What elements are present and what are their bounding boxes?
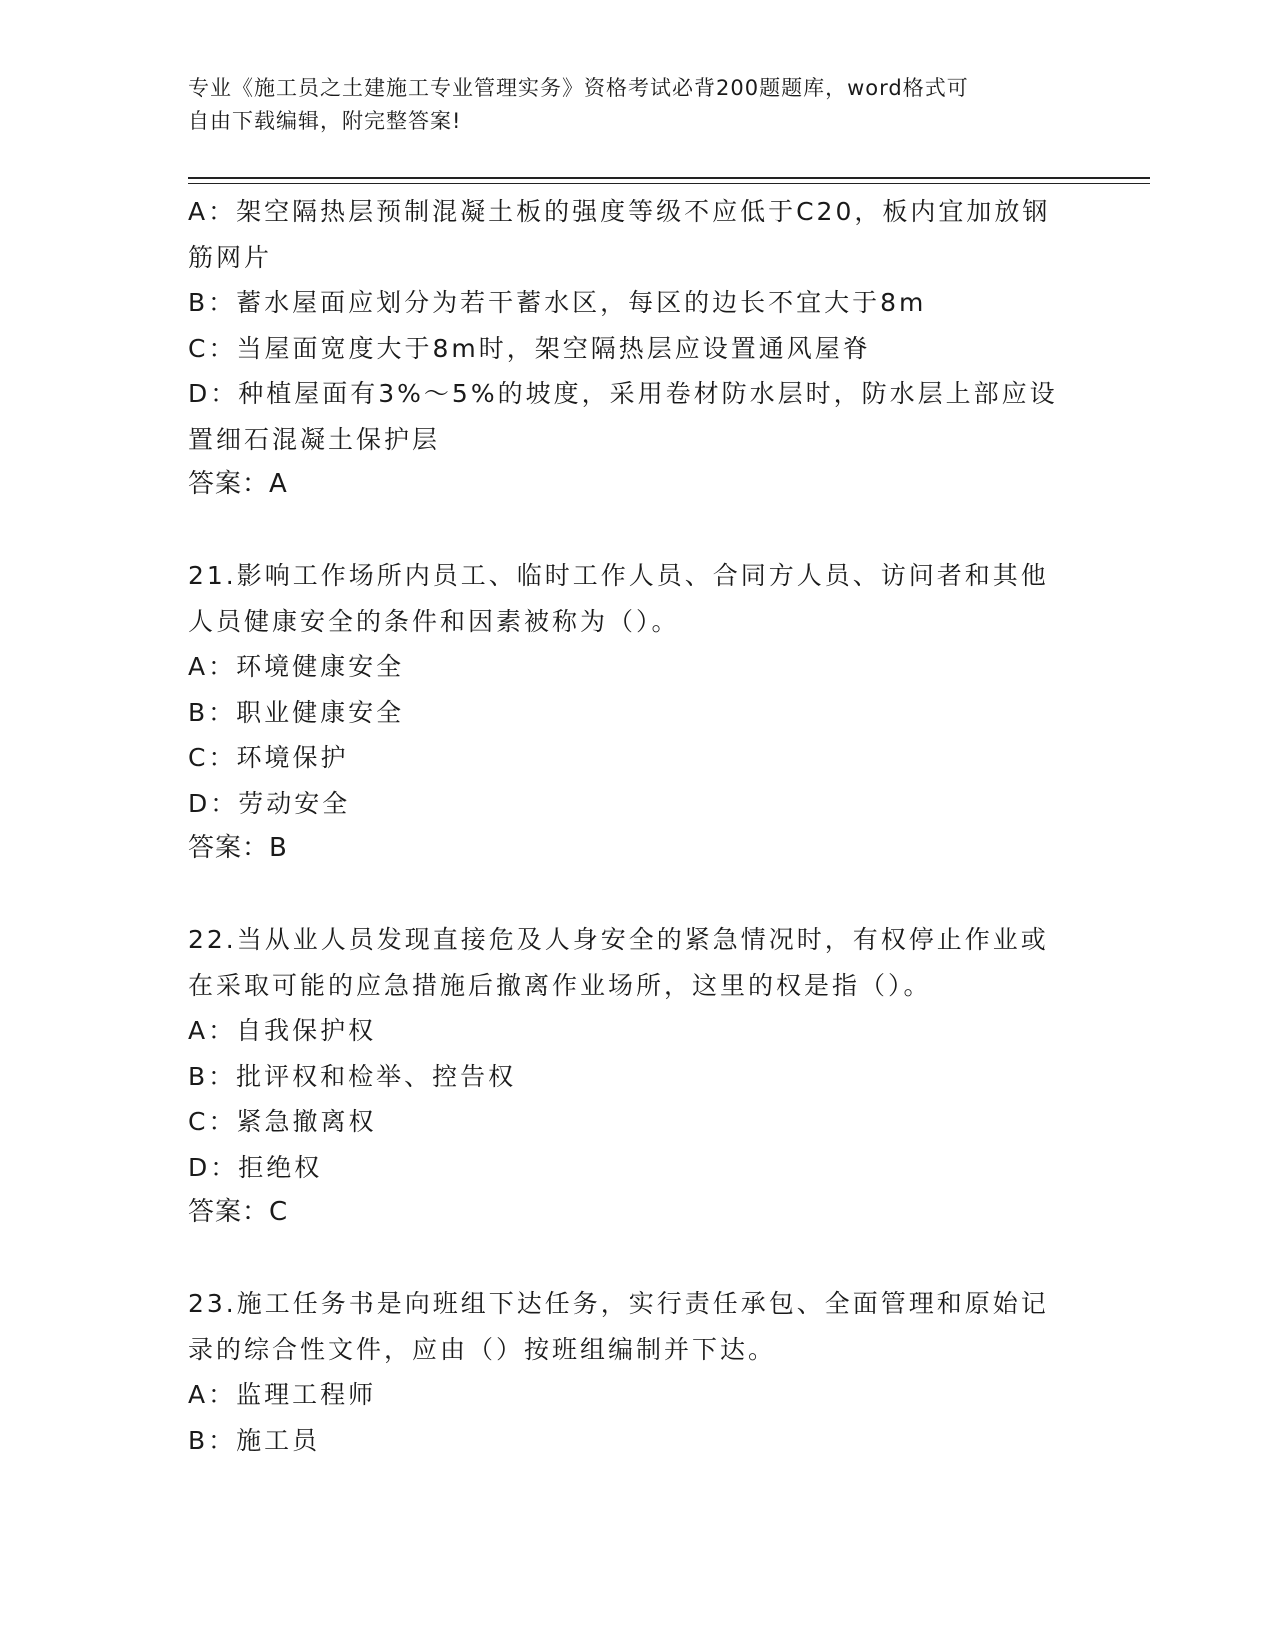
answer: 答案：B — [188, 833, 288, 863]
question-text: 21.影响工作场所内员工、临时工作人员、合同方人员、访问者和其他 — [188, 561, 1049, 590]
option-d: D：种植屋面有3%～5%的坡度，采用卷材防水层时，防水层上部应设 — [188, 379, 1058, 408]
header-line: 自由下载编辑，附完整答案! — [188, 109, 462, 133]
option-b: B：批评权和检举、控告权 — [188, 1061, 517, 1091]
header-line: 专业《施工员之土建施工专业管理实务》资格考试必背200题题库，word格式可 — [188, 76, 969, 100]
option-d: D：拒绝权 — [188, 1152, 323, 1182]
question-text-cont: 在采取可能的应急措施后撤离作业场所，这里的权是指（）。 — [188, 970, 932, 1000]
option-d: D：劳动安全 — [188, 788, 351, 818]
question-text: 22.当从业人员发现直接危及人身安全的紧急情况时，有权停止作业或 — [188, 925, 1049, 954]
option-c: C：当屋面宽度大于8m时，架空隔热层应设置通风屋脊 — [188, 333, 871, 363]
option-a-cont: 筋网片 — [188, 242, 273, 272]
answer: 答案：C — [188, 1197, 289, 1227]
option-c: C：环境保护 — [188, 743, 349, 772]
option-b: B：职业健康安全 — [188, 697, 405, 727]
question-23 — [188, 1281, 1088, 1463]
option-c: C：紧急撤离权 — [188, 1107, 377, 1136]
question-list — [188, 189, 1088, 1463]
header-divider — [188, 177, 1150, 179]
question-text-cont: 录的综合性文件，应由（）按班组编制并下达。 — [188, 1334, 777, 1364]
option-a: A：架空隔热层预制混凝土板的强度等级不应低于C20，板内宜加放钢 — [188, 197, 1051, 226]
answer: 答案：A — [188, 469, 288, 499]
option-a: A：自我保护权 — [188, 1016, 377, 1045]
option-b: B：施工员 — [188, 1425, 321, 1455]
option-a: A：环境健康安全 — [188, 652, 405, 681]
option-a: A：监理工程师 — [188, 1380, 377, 1409]
option-b: B：蓄水屋面应划分为若干蓄水区，每区的边长不宜大于8m — [188, 288, 927, 317]
option-d-cont: 置细石混凝土保护层 — [188, 424, 441, 454]
question-20 — [188, 189, 1088, 508]
question-text: 23.施工任务书是向班组下达任务，实行责任承包、全面管理和原始记 — [188, 1289, 1049, 1318]
page-header — [188, 72, 1088, 138]
header-divider-thin — [188, 183, 1150, 184]
question-22 — [188, 917, 1088, 1236]
question-21 — [188, 553, 1088, 872]
question-text-cont: 人员健康安全的条件和因素被称为（）。 — [188, 606, 680, 636]
